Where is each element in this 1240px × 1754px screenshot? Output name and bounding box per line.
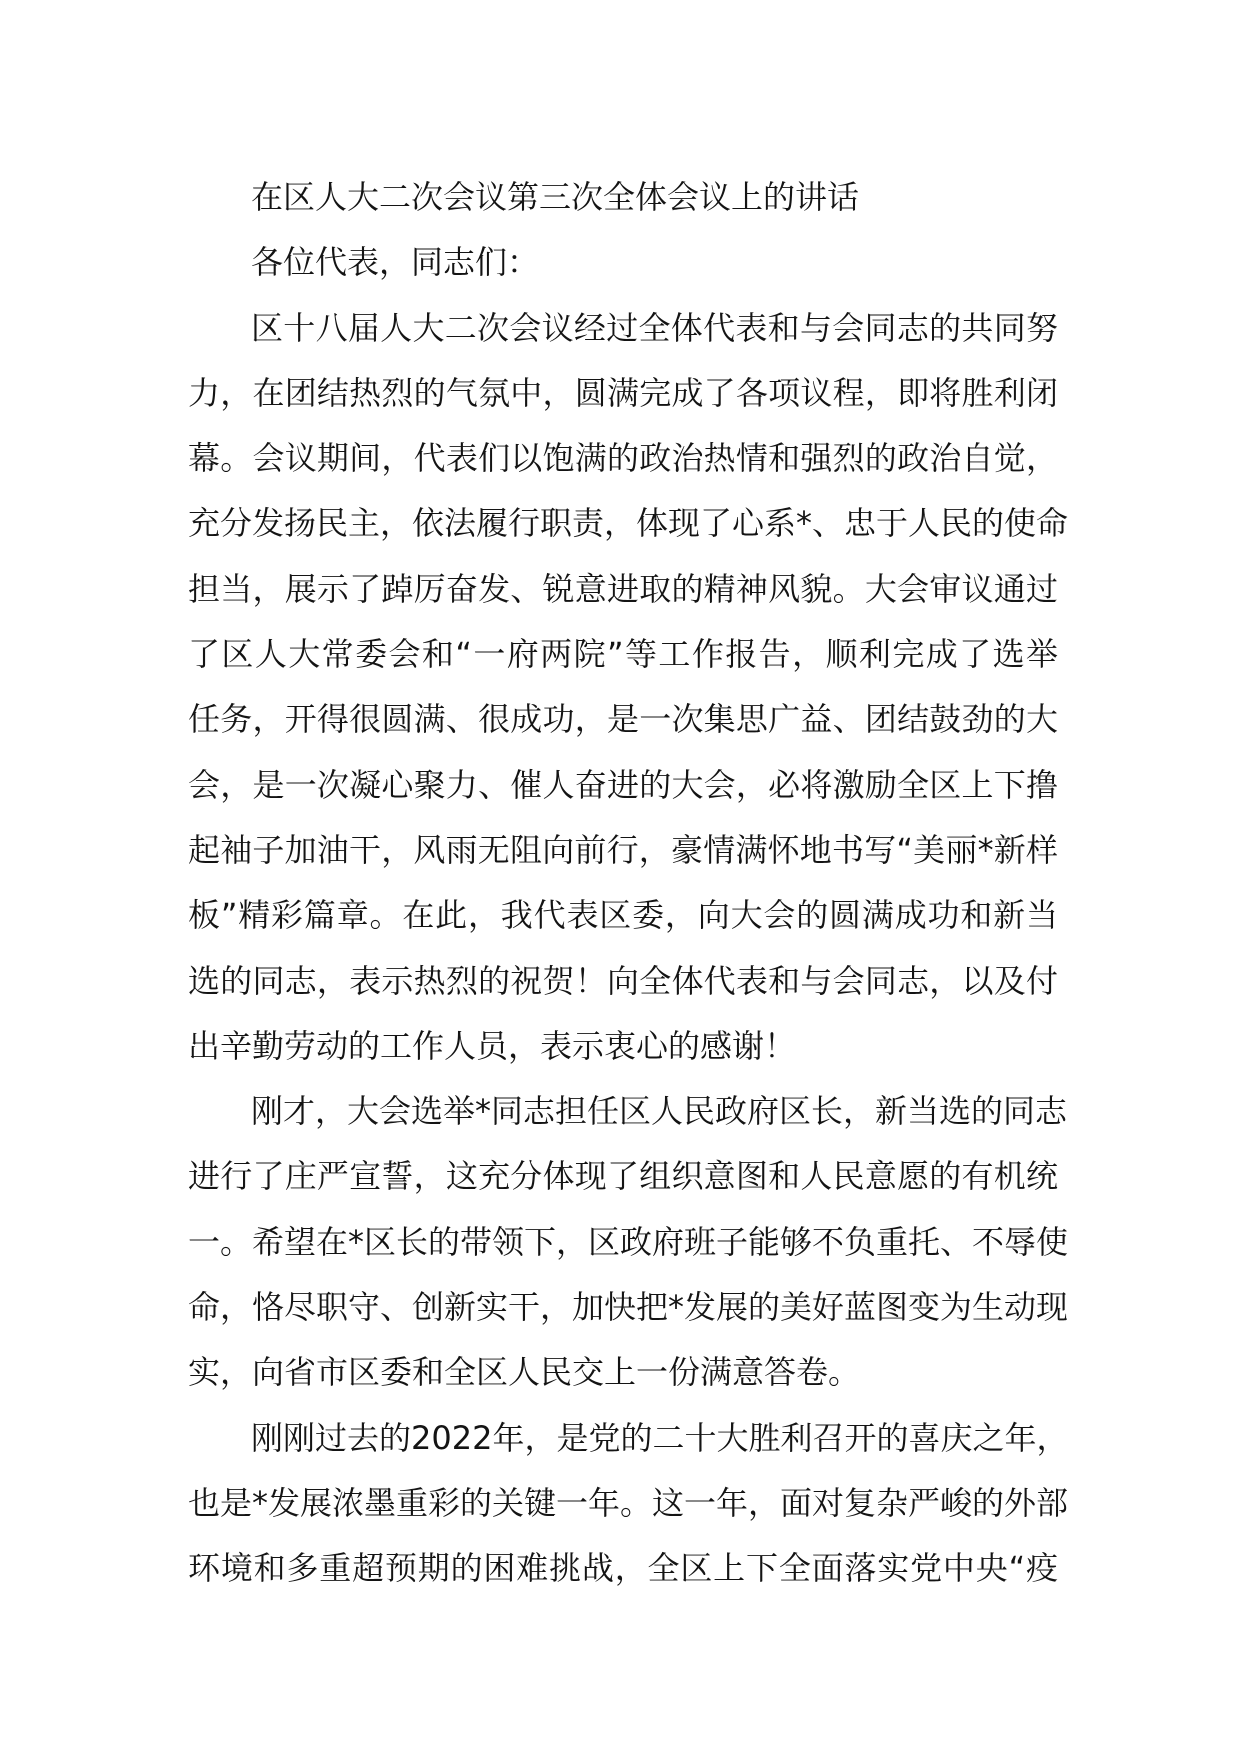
paragraph-3-line-1: 刚刚过去的2022年，是党的二十大胜利召开的喜庆之年， — [251, 1418, 1069, 1457]
paragraph-3-line-2: 也是*发展浓墨重彩的关键一年。这一年，面对复杂严峻的外部 — [188, 1483, 1069, 1522]
paragraph-1-line-6: 了区人大常委会和“一府两院”等工作报告，顺利完成了选举 — [188, 635, 1058, 674]
paragraph-1-line-4: 充分发扬民主，依法履行职责，体现了心系*、忠于人民的使命 — [188, 504, 1069, 543]
paragraph-2-line-2: 进行了庄严宣誓，这充分体现了组织意图和人民意愿的有机统 — [188, 1157, 1058, 1196]
paragraph-1-line-12: 出辛勤劳动的工作人员，表示衷心的感谢！ — [188, 1026, 797, 1065]
paragraph-1-line-8: 会，是一次凝心聚力、催人奋进的大会，必将激励全区上下撸 — [188, 765, 1058, 804]
paragraph-1-line-1: 区十八届人大二次会议经过全体代表和与会同志的共同努 — [251, 308, 1058, 347]
speech-text — [188, 165, 1069, 1602]
paragraph-1-line-2: 力，在团结热烈的气氛中，圆满完成了各项议程，即将胜利闭 — [188, 373, 1058, 412]
paragraph-2-line-3: 一。希望在*区长的带领下，区政府班子能够不负重托、不辱使 — [188, 1222, 1069, 1261]
paragraph-3-line-3: 环境和多重超预期的困难挑战，全区上下全面落实党中央“疫 — [188, 1549, 1058, 1588]
paragraph-2-line-5: 实，向省市区委和全区人民交上一份满意答卷。 — [188, 1353, 861, 1392]
paragraph-1-line-5: 担当，展示了踔厉奋发、锐意进取的精神风貌。大会审议通过 — [188, 569, 1058, 608]
paragraph-2-line-1: 刚才，大会选举*同志担任区人民政府区长，新当选的同志 — [251, 1092, 1068, 1131]
paragraph-1-line-7: 任务，开得很圆满、很成功，是一次集思广益、团结鼓劲的大 — [188, 700, 1058, 739]
paragraph-1-line-3: 幕。会议期间，代表们以饱满的政治热情和强烈的政治自觉， — [188, 439, 1058, 478]
salutation: 各位代表，同志们： — [251, 243, 540, 282]
paragraph-2-line-4: 命，恪尽职守、创新实干，加快把*发展的美好蓝图变为生动现 — [188, 1288, 1069, 1327]
paragraph-1-line-9: 起袖子加油干，风雨无阻向前行，豪情满怀地书写“美丽*新样 — [188, 830, 1058, 869]
paragraph-1-line-11: 选的同志，表示热烈的祝贺！向全体代表和与会同志，以及付 — [188, 961, 1058, 1000]
paragraph-1-line-10: 板”精彩篇章。在此，我代表区委，向大会的圆满成功和新当 — [188, 896, 1058, 935]
speech-title: 在区人大二次会议第三次全体会议上的讲话 — [251, 178, 860, 216]
